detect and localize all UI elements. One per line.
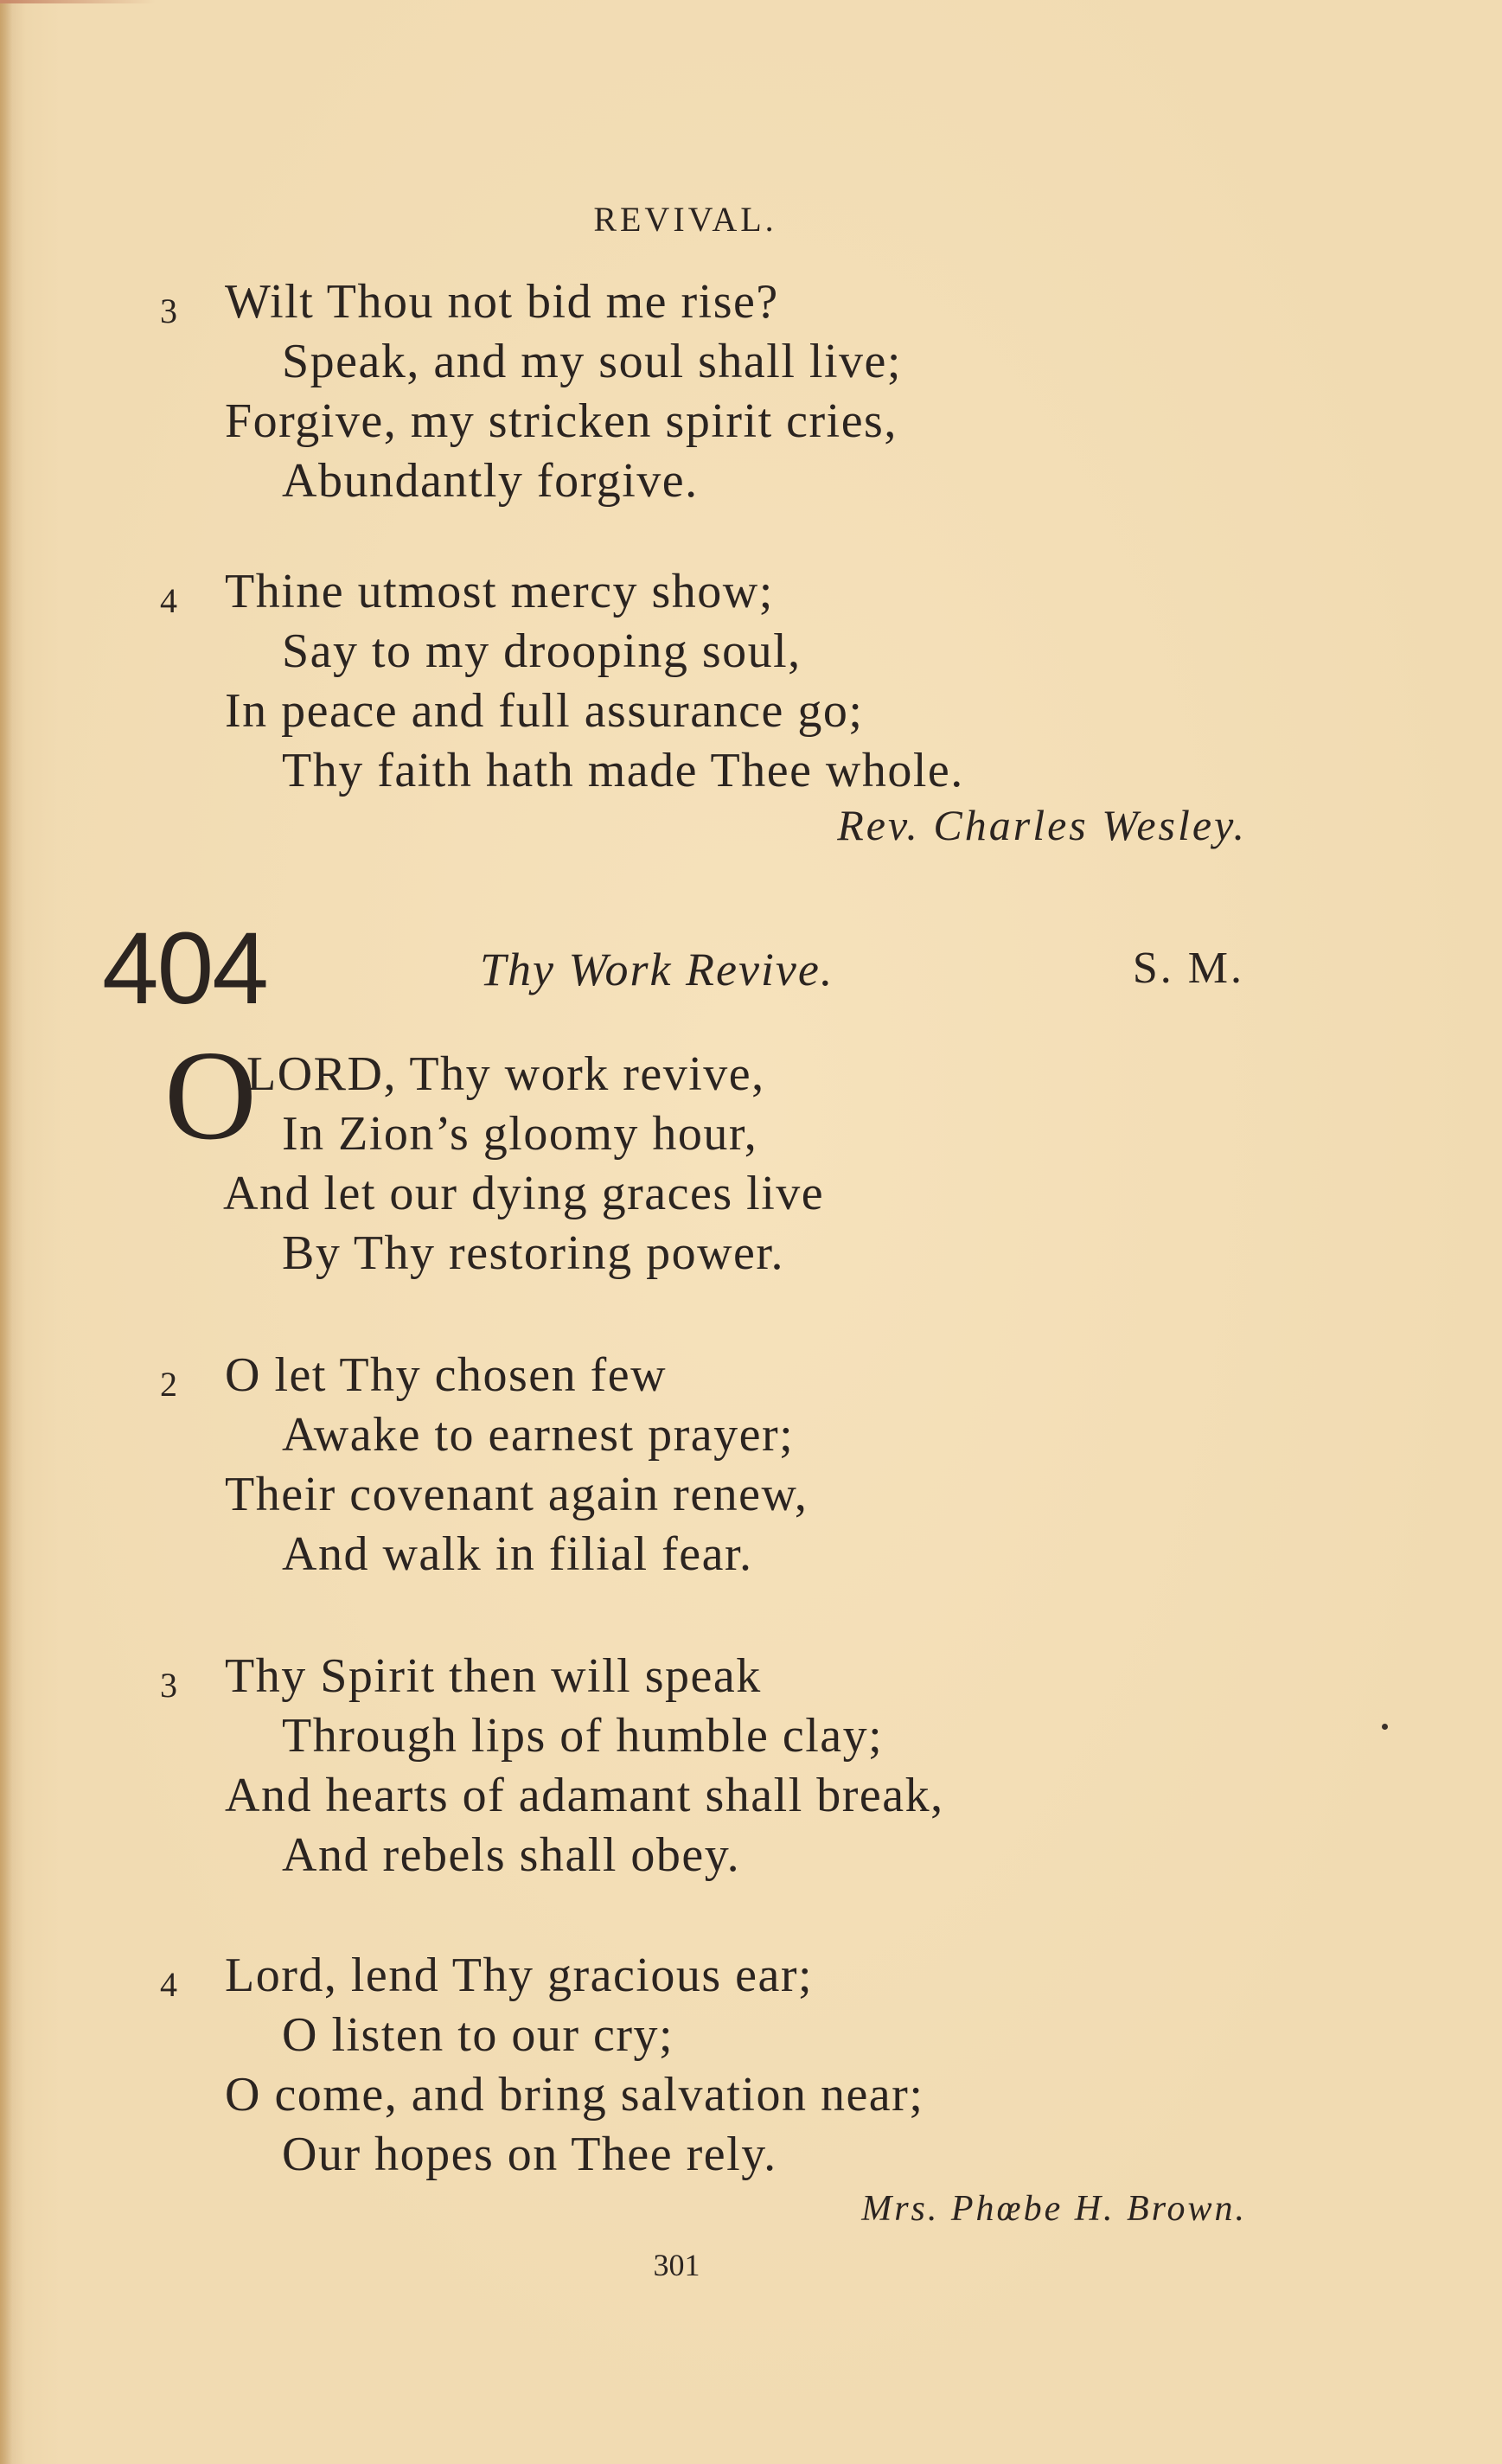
- verse-line: Thy faith hath made Thee whole.: [282, 744, 964, 797]
- verse-text: Lord, lend Thy gracious ear;: [225, 1949, 814, 2002]
- verse-text: O let Thy chosen few: [225, 1348, 668, 1402]
- stanza-number: 4: [160, 1965, 179, 2004]
- verse-line: [160, 272, 902, 332]
- verse-line: By Thy restoring power.: [282, 1226, 784, 1280]
- stanza-number: 3: [160, 291, 179, 330]
- stanza-number: 4: [160, 581, 179, 620]
- verse-line: [160, 1946, 924, 2006]
- previous-hymn-author: Rev. Charles Wesley.: [837, 801, 1247, 849]
- corner-mark: [0, 0, 156, 3]
- stanza-number: 3: [160, 1666, 179, 1705]
- running-head: REVIVAL.: [593, 200, 777, 239]
- verse-line: Through lips of humble clay;: [282, 1709, 884, 1763]
- verse-line: And walk in filial fear.: [282, 1527, 753, 1581]
- verse-line: And let our dying graces live: [223, 1167, 825, 1220]
- verse-text: Wilt Thou not bid me rise?: [225, 275, 779, 329]
- hymn-title: Thy Work Revive.: [480, 944, 834, 995]
- verse-line: Forgive, my stricken spirit cries,: [225, 394, 898, 448]
- hymn-stanza-4: [160, 1946, 924, 2185]
- stanza-number: 2: [160, 1365, 179, 1404]
- page-edge-shadow: [0, 0, 12, 2464]
- hymn-stanza-2: [160, 1346, 809, 1584]
- verse-line: In peace and full assurance go;: [225, 684, 864, 738]
- drop-cap: O: [164, 1025, 257, 1167]
- prev-stanza-4: [160, 562, 964, 801]
- verse-line: [160, 1647, 944, 1706]
- verse-line: [160, 562, 964, 622]
- verse-line: LORD, Thy work revive,: [246, 1047, 765, 1101]
- verse-line: And rebels shall obey.: [282, 1828, 741, 1882]
- hymn-stanza-3: [160, 1647, 944, 1885]
- verse-line: Our hopes on Thee rely.: [282, 2128, 777, 2181]
- verse-line: O come, and bring salvation near;: [225, 2068, 924, 2122]
- verse-line: And hearts of adamant shall break,: [225, 1769, 944, 1822]
- verse-line: O listen to our cry;: [282, 2008, 674, 2062]
- verse-text: Thine utmost mercy show;: [225, 565, 774, 618]
- verse-line: Awake to earnest prayer;: [282, 1408, 795, 1462]
- prev-stanza-3: [160, 272, 902, 511]
- hymn-stanza-1: [164, 1025, 825, 1283]
- hymn-number: 404: [102, 912, 267, 1026]
- verse-line: [160, 1346, 808, 1405]
- hymn-author: Mrs. Phœbe H. Brown.: [861, 2189, 1247, 2229]
- page-number: 301: [653, 2248, 700, 2282]
- verse-text: Thy Spirit then will speak: [225, 1649, 762, 1703]
- verse-line: Abundantly forgive.: [282, 454, 699, 508]
- print-speck: [1382, 1724, 1388, 1730]
- hymn-meter: S. M.: [1132, 944, 1244, 993]
- verse-line: Speak, and my soul shall live;: [282, 335, 902, 388]
- verse-line: Say to my drooping soul,: [282, 624, 802, 678]
- verse-line: Their covenant again renew,: [225, 1468, 809, 1521]
- verse-line: In Zion’s gloomy hour,: [282, 1107, 758, 1161]
